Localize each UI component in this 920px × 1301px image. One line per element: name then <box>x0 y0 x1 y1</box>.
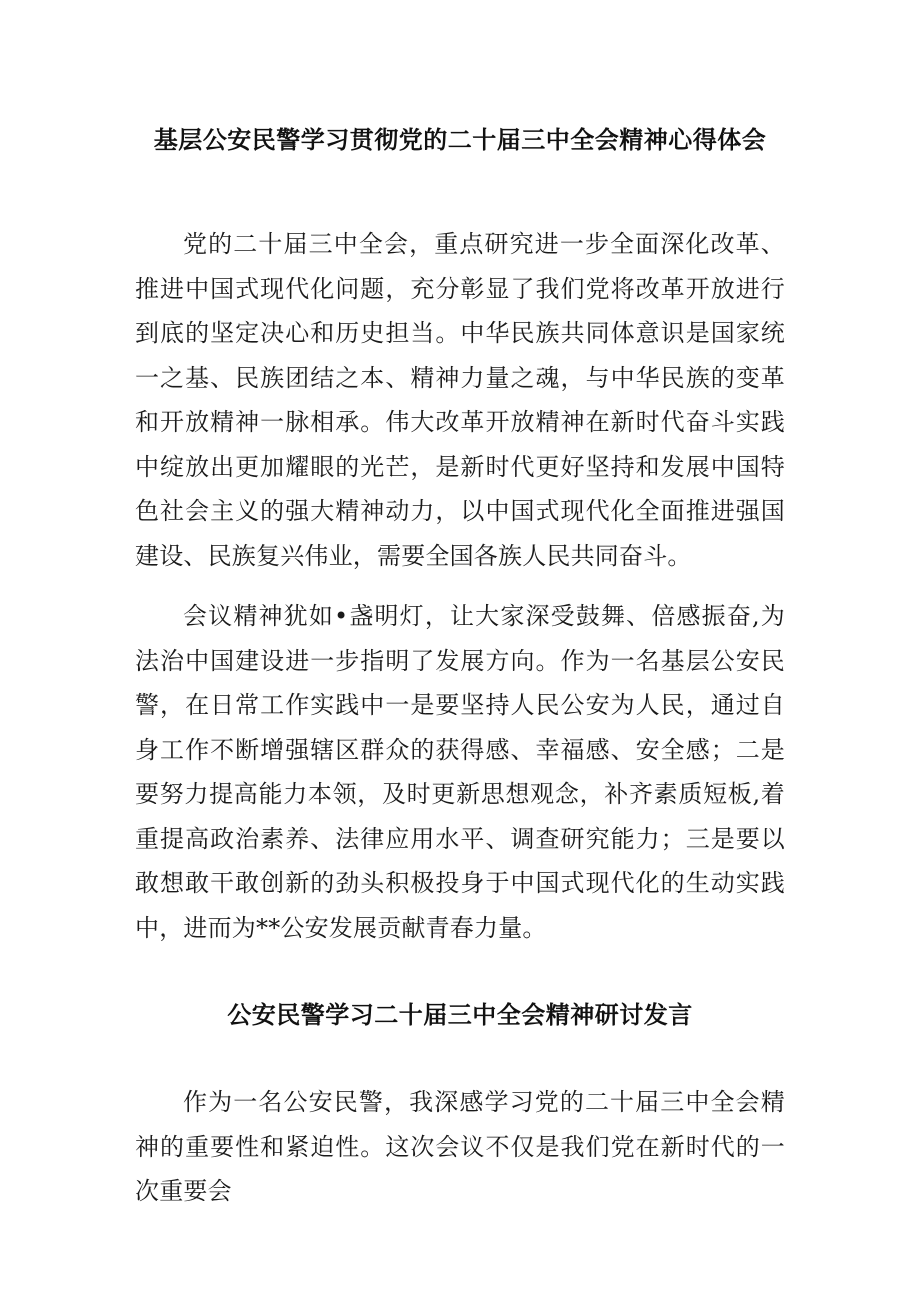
body-paragraph: 作为一名公安民警，我深感学习党的二十届三中全会精神的重要性和紧迫性。这次会议不仅是我们党在新时代的一次重要会 <box>135 1088 785 1205</box>
section-title: 公安民警学习二十届三中全会精神研讨发言 <box>227 1001 693 1029</box>
document-title: 基层公安民警学习贯彻党的二十届三中全会精神心得体会 <box>153 126 767 154</box>
body-paragraph: 党的二十届三中全会，重点研究进一步全面深化改革、推进中国式现代化问题，充分彰显了我们党将改革开放进行到底的坚定决心和历史担当。中华民族共同体意识是国家统一之基、民族团结之本、精神力量之魂，与中华民族的变革和开放精神一脉相承。伟大改革开放精神在新时代奋斗实践中绽放出更加耀眼的光芒，是新时代更好坚持和发展中国特色社会主义的强大精神动力，以中国式现代化全面推进强国建设、民族复兴伟业，需要全国各族人民共同奋斗。 <box>135 230 785 570</box>
body-paragraph: 会议精神犹如•盏明灯，让大家深受鼓舞、倍感振奋,为法治中国建设进一步指明了发展方向。作为一名基层公安民警，在日常工作实践中一是要坚持人民公安为人民，通过自身工作不断增强辖区群众的获得感、幸福感、安全感；二是要努力提高能力本领，及时更新思想观念，补齐素质短板,着重提高政治素养、法律应用水平、调查研究能力；三是要以敢想敢干敢创新的劲头积极投身于中国式现代化的生动实践中，进而为**公安发展贡献青春力量。 <box>135 602 785 942</box>
